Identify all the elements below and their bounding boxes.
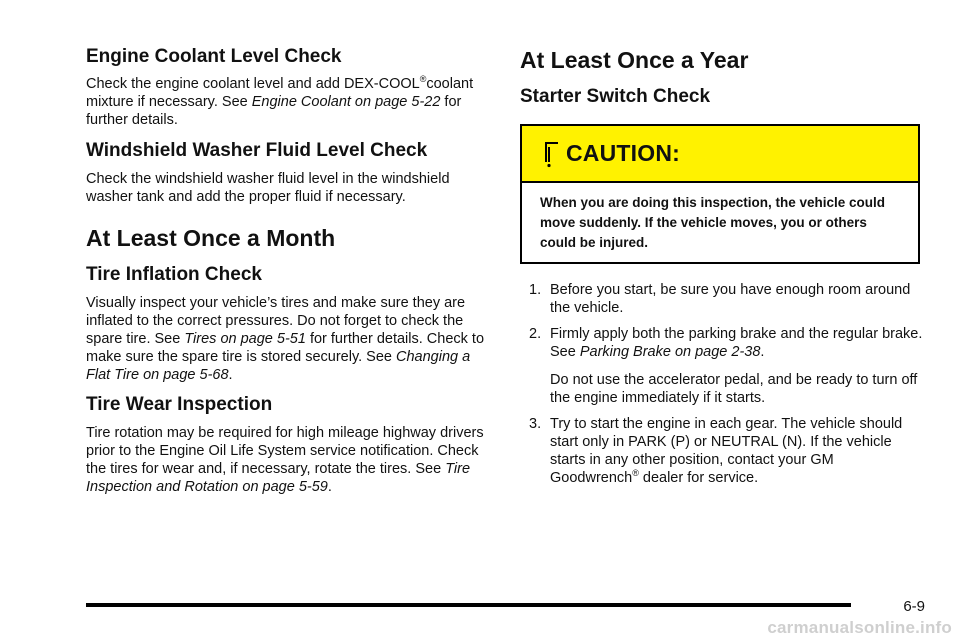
footer-rule	[86, 603, 851, 607]
washer-fluid-heading: Windshield Washer Fluid Level Check	[86, 140, 428, 161]
starter-check-steps	[520, 281, 925, 487]
caution-header	[522, 126, 918, 183]
caution-box	[520, 124, 920, 264]
engine-coolant-heading: Engine Coolant Level Check	[86, 46, 342, 67]
step-item: 3. Try to start the engine in each gear. The vehicle should start only in PARK (P) or NEUTRAL (N). If the vehicle starts in any other position, contact your GM Goodwrench® dealer for service.	[529, 416, 903, 486]
tires-link[interactable]: Tires on page 5-51	[184, 331, 306, 347]
starter-switch-heading: Starter Switch Check	[520, 86, 711, 107]
washer-fluid-text: Check the windshield washer fluid level in the windshield washer tank and add the proper fluid if necessary.	[86, 171, 450, 205]
tire-inflation-text: Visually inspect your vehicle’s tires and make sure they are inflated to the correct pressures. Do not forget to check the spare tire. See Tires on page 5-51 for further details. Check to make sure the spare tire is stored securely. See Changing a Flat Tire on page 5-68.	[86, 295, 485, 383]
engine-coolant-link[interactable]: Engine Coolant on page 5-22	[251, 94, 441, 110]
step-item: 1. Before you start, be sure you have enough room around the vehicle.	[529, 282, 911, 316]
tire-wear-text: Tire rotation may be required for high mileage highway drivers prior to the Engine Oil Life System service notification. Check the tires for wear and, if necessary, rotate the tires. See Tire Inspection and Rotation on page 5-59.	[86, 425, 484, 495]
caution-bracket-icon	[540, 140, 562, 168]
caution-title: CAUTION:	[566, 140, 681, 166]
step-note: Do not use the accelerator pedal, and be ready to turn off the engine immediately if it starts.	[550, 372, 918, 406]
once-a-year-heading: At Least Once a Year	[520, 47, 749, 73]
watermark: carmanualsonline.info	[767, 618, 952, 637]
parking-brake-link[interactable]: Parking Brake on page 2-38	[579, 344, 761, 360]
caution-text: When you are doing this inspection, the vehicle could move suddenly. If the vehicle moves, you or others could be injured.	[540, 195, 886, 250]
step-item: 2. Firmly apply both the parking brake and the regular brake. See Parking Brake on page 2-38. Do not use the accelerator pedal, and be ready to turn off the engine immediately if it starts.	[520, 325, 925, 407]
tire-wear-heading: Tire Wear Inspection	[86, 394, 273, 415]
once-a-month-heading: At Least Once a Month	[86, 225, 336, 251]
tire-inflation-heading: Tire Inflation Check	[86, 264, 262, 285]
engine-coolant-text: Check the engine coolant level and add DEX-COOL®coolant mixture if necessary. See Engine Coolant on page 5-22 for further details.	[86, 74, 474, 128]
tire-rotation-link[interactable]: Tire Inspection and Rotation on page 5-59	[86, 461, 471, 495]
page-number: 6-9	[903, 598, 925, 615]
flat-tire-link[interactable]: Changing a Flat Tire on page 5-68	[86, 349, 471, 383]
